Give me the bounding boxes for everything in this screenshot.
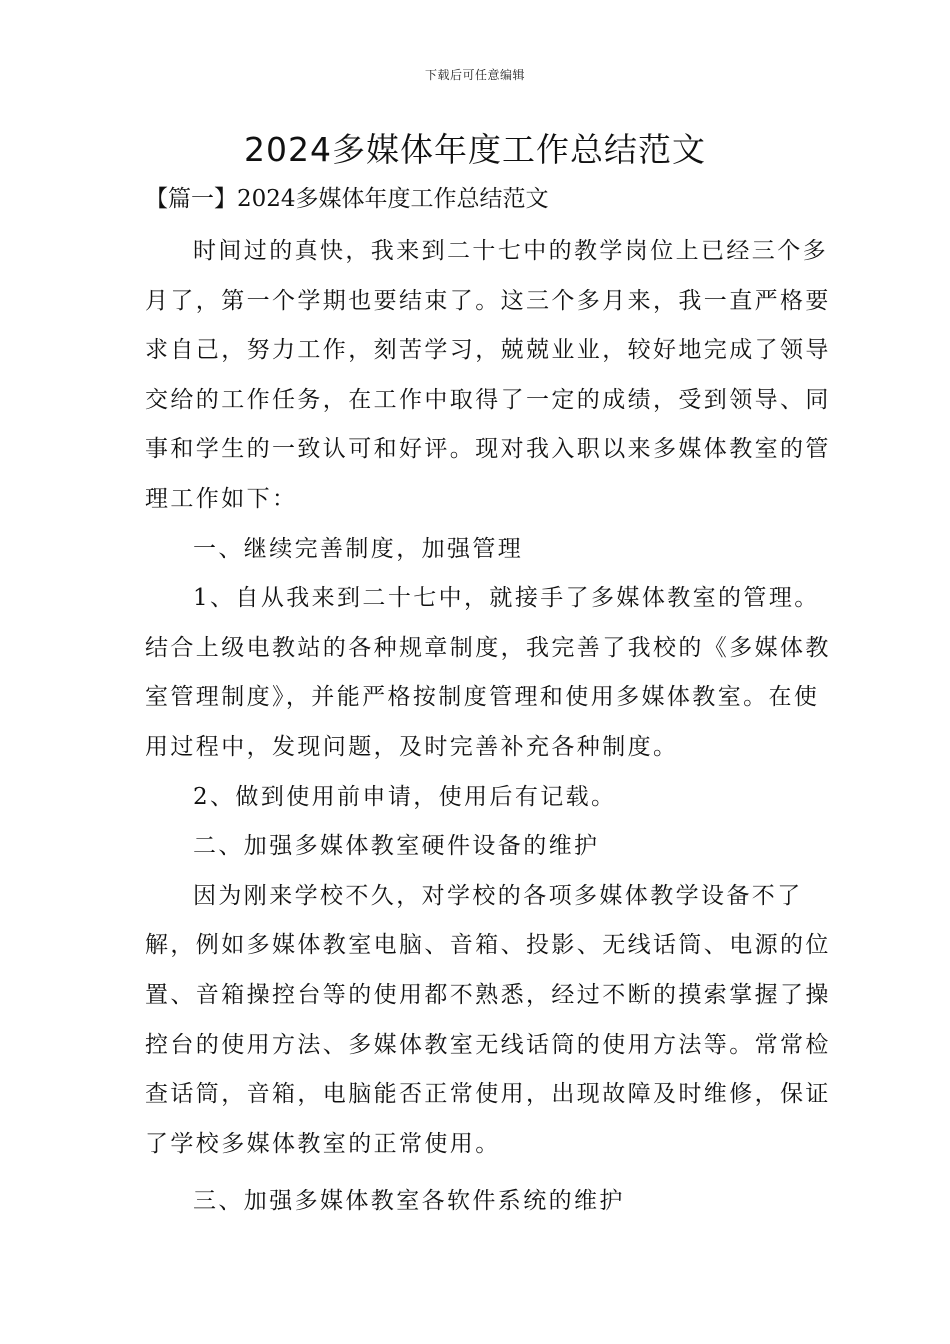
- paragraph-hardware: 因为刚来学校不久，对学校的各项多媒体教学设备不了解，例如多媒体教室电脑、音箱、投影、无线话筒、电源的位置、音箱操控台等的使用都不熟悉，经过不断的摸索掌握了操控台的使用方法、多媒体教室无线话筒的使用方法等。常常检查话筒，音箱，电脑能否正常使用，出现故障及时维修，保证了学校多媒体教室的正常使用。: [145, 882, 831, 1157]
- heading-hardware-maintenance: 二、加强多媒体教室硬件设备的维护: [193, 833, 600, 860]
- paragraph-item-2: 2、做到使用前申请，使用后有记载。: [193, 783, 617, 810]
- paragraph-item-1: 1、自从我来到二十七中，就接手了多媒体教室的管理。结合上级电教站的各种规章制度，我完善了我校的《多媒体教室管理制度》，并能严格按制度管理和使用多媒体教室。在使用过程中，发现问题，及时完善补充各种制度。: [145, 585, 831, 760]
- document-body: [145, 227, 835, 1227]
- heading-software-maintenance: 三、加强多媒体教室各软件系统的维护: [193, 1188, 625, 1215]
- document-title: 2024多媒体年度工作总结范文: [244, 130, 706, 169]
- section-title: 【篇一】2024多媒体年度工作总结范文: [145, 186, 549, 212]
- heading-system-management: 一、继续完善制度，加强管理: [193, 535, 524, 562]
- header-note: 下载后可任意编辑: [424, 68, 525, 82]
- paragraph-intro: 时间过的真快，我来到二十七中的教学岗位上已经三个多月了，第一个学期也要结束了。这三个多月来，我一直严格要求自己，努力工作，刻苦学习，兢兢业业，较好地完成了领导交给的工作任务，在工作中取得了一定的成绩，受到领导、同事和学生的一致认可和好评。现对我入职以来多媒体教室的管理工作如下：: [145, 238, 831, 512]
